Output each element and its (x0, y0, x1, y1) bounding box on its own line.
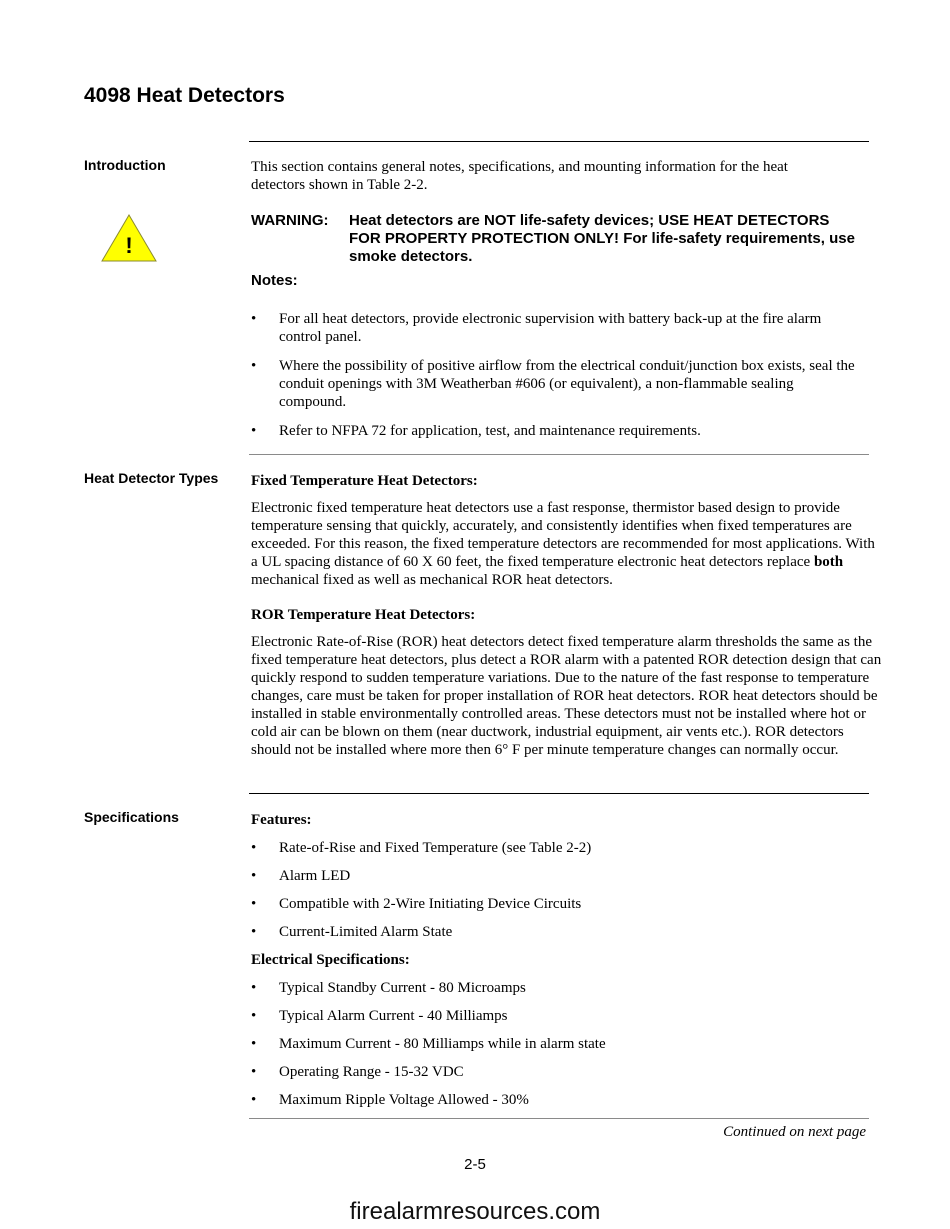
section-label-introduction: Introduction (84, 157, 166, 173)
features-heading: Features: (251, 812, 312, 828)
fixed-temp-text: Electronic fixed temperature heat detectors use a fast response, thermistor based design to provide temperature sensing that quickly, accurately, and consistently identifies when fixed temperatures are exceeded. For this reason, the fixed temperature detectors are recommended for most applications. With a UL spacing distance of 60 X 60 feet, the fixed temperature electronic heat detectors replace (251, 500, 875, 570)
section-divider-types (249, 454, 869, 455)
notes-heading: Notes: (251, 272, 298, 289)
list-item: • Typical Alarm Current - 40 Milliamps (251, 1007, 861, 1025)
list-item: • Typical Standby Current - 80 Microamps (251, 979, 861, 997)
list-item: • Compatible with 2-Wire Initiating Device Circuits (251, 895, 861, 913)
continued-note: Continued on next page (723, 1124, 866, 1140)
section-label-types: Heat Detector Types (84, 470, 219, 486)
list-item: • Operating Range - 15-32 VDC (251, 1063, 861, 1081)
list-item: • Where the possibility of positive airflow from the electrical conduit/junction box exists, seal the conduit openings with 3M Weatherban #606 (or equivalent), a non-flammable sealing compound. (251, 357, 861, 411)
page-number: 2-5 (464, 1156, 486, 1173)
section-divider-specifications (249, 793, 869, 794)
section-label-specifications: Specifications (84, 809, 179, 825)
list-item: • Maximum Current - 80 Milliamps while in alarm state (251, 1035, 861, 1053)
intro-paragraph: This section contains general notes, specifications, and mounting information for the heat detectors shown in Table 2-2. (251, 159, 788, 193)
electrical-list (251, 979, 861, 1109)
fixed-temp-emphasis: both (813, 554, 844, 570)
electrical-heading: Electrical Specifications: (251, 952, 410, 968)
list-item: • Alarm LED (251, 867, 861, 885)
notes-list (251, 310, 861, 440)
ror-paragraph: Electronic Rate-of-Rise (ROR) heat detectors detect fixed temperature alarm thresholds the same as the fixed temperature heat detectors, plus detect a ROR alarm with a patented ROR detection design that can quickly respond to sudden temperature variations. Due to the nature of the fast response to temperature changes, care must be taken for proper installation of ROR heat detectors. ROR heat detectors should be installed in stable environmentally controlled areas. These detectors must not be installed where hot or cold air can be blown on them (near ductwork, industrial equipment, air vents etc.). ROR detectors should not be installed where more then 6° F per minute temperature changes can normally occur. (251, 634, 882, 758)
list-item: • Refer to NFPA 72 for application, test, and maintenance requirements. (251, 422, 861, 440)
footer-website: firealarmresources.com (349, 1198, 601, 1225)
warning-exclamation: ! (125, 233, 133, 258)
fixed-temp-heading: Fixed Temperature Heat Detectors: (251, 473, 478, 489)
warning-text: Heat detectors are NOT life-safety devices; USE HEAT DETECTORS FOR PROPERTY PROTECTION ONLY! For life-safety requirements, use smoke detectors. (349, 212, 855, 265)
section-divider-bottom (249, 1118, 869, 1119)
warning-label: WARNING: (251, 212, 329, 229)
list-item: • Rate-of-Rise and Fixed Temperature (see Table 2-2) (251, 839, 861, 857)
features-list (251, 839, 861, 941)
list-item: • Current-Limited Alarm State (251, 923, 861, 941)
list-item: • For all heat detectors, provide electronic supervision with battery back-up at the fire alarm control panel. (251, 310, 861, 346)
ror-heading: ROR Temperature Heat Detectors: (251, 607, 476, 623)
fixed-temp-paragraph (251, 499, 879, 589)
fixed-temp-text-end: mechanical fixed as well as mechanical ROR heat detectors. (251, 572, 613, 588)
section-divider-top (249, 141, 869, 142)
page-title: 4098 Heat Detectors (84, 84, 285, 107)
warning-triangle-icon (99, 213, 159, 263)
list-item: • Maximum Ripple Voltage Allowed - 30% (251, 1091, 861, 1109)
